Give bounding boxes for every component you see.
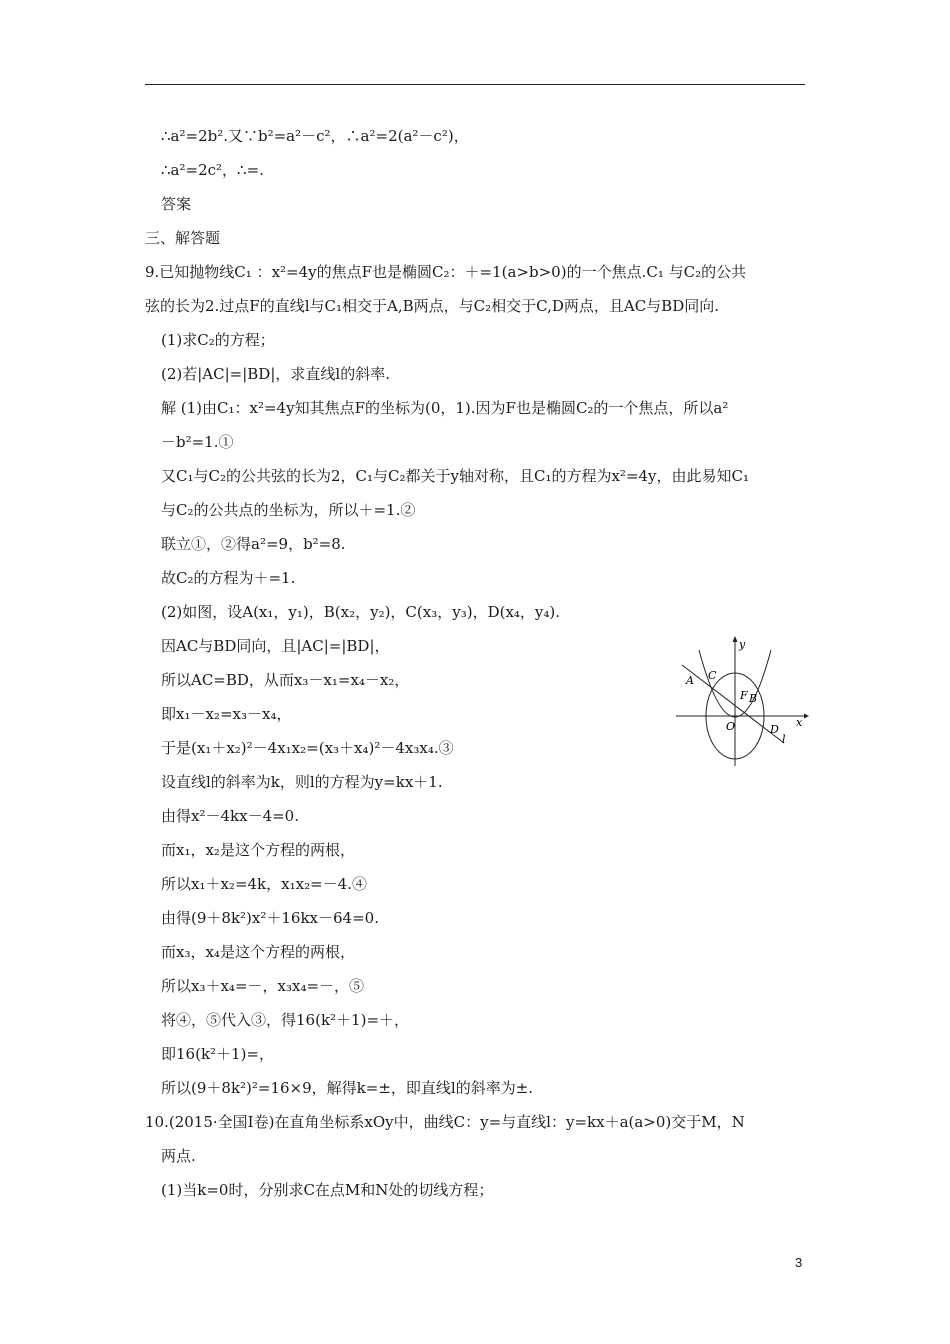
y-axis-arrow (733, 636, 738, 642)
text-line: 与C₂的公共点的坐标为，所以＋=1.② (161, 501, 416, 519)
label-l: l (782, 733, 786, 746)
text-line: (1)当k=0时，分别求C在点M和N处的切线方程； (161, 1181, 494, 1199)
text-line: (2)如图，设A(x₁，y₁)，B(x₂，y₂)，C(x₃，y₃)，D(x₄，y₄). (161, 603, 561, 621)
label-a: A (686, 674, 694, 687)
label-c: C (708, 669, 717, 682)
text-line: 10.(2015·全国Ⅰ卷)在直角坐标系xOy中，曲线C：y=与直线l：y=kx＋a(a>0)交于M，N (145, 1113, 745, 1131)
label-y: y (739, 638, 746, 651)
text-line: 所以x₁＋x₂=4k，x₁x₂=－4.④ (161, 875, 367, 893)
text-line: 联立①，②得a²=9，b²=8. (161, 535, 346, 553)
label-o: O (726, 720, 736, 733)
label-d: D (770, 723, 779, 736)
page-number: 3 (795, 1255, 803, 1270)
text-line: 将④，⑤代入③，得16(k²＋1)=＋， (161, 1011, 410, 1029)
text-line: 由得x²－4kx－4=0. (161, 807, 299, 825)
text-line: 设直线l的斜率为k，则l的方程为y=kx＋1. (161, 773, 443, 791)
text-line: 于是(x₁＋x₂)²－4x₁x₂=(x₃＋x₄)²－4x₃x₄.③ (161, 739, 454, 757)
text-line: (2)若|AC|=|BD|，求直线l的斜率. (161, 365, 390, 383)
text-line: 故C₂的方程为＋=1. (161, 569, 296, 587)
text-line: 所以(9＋8k²)²=16×9，解得k=±，即直线l的斜率为±. (161, 1079, 534, 1097)
text-line: 弦的长为2.过点F的直线l与C₁相交于A,B两点，与C₂相交于C,D两点，且AC与BD同向. (145, 297, 719, 315)
text-line: ∴a²=2c²，∴=. (161, 161, 264, 179)
text-line: 因AC与BD同向，且|AC|=|BD|， (161, 637, 390, 655)
label-b: B (749, 692, 758, 705)
text-line: 而x₃，x₄是这个方程的两根， (161, 943, 355, 961)
text-line: －b²=1.① (161, 433, 234, 451)
text-line: 9.已知抛物线C₁ ：x²=4y的焦点F也是椭圆C₂：＋=1(a>b>0)的一个焦点.C₁ 与C₂的公共 (145, 263, 747, 281)
text-line: 所以x₃＋x₄=－，x₃x₄=－，⑤ (161, 977, 365, 995)
text-line: 又C₁与C₂的公共弦的长为2，C₁与C₂都关于y轴对称，且C₁的方程为x²=4y，由此易知C₁ (161, 467, 750, 485)
text-line: 即16(k²＋1)=， (161, 1045, 275, 1063)
x-axis-arrow (804, 714, 809, 719)
text-line: 由得(9＋8k²)x²＋16kx－64=0. (161, 909, 379, 927)
text-line: 答案 (161, 195, 192, 213)
text-line: ∴a²=2b².又∵b²=a²－c²，∴a²=2(a²－c²)， (161, 127, 469, 145)
label-x: x (796, 716, 803, 729)
text-line: (1)求C₂的方程； (161, 331, 275, 349)
text-line: 两点. (161, 1147, 196, 1165)
label-f: F (740, 689, 748, 702)
text-line: 而x₁，x₂是这个方程的两根， (161, 841, 355, 859)
text-line: 解 (1)由C₁：x²=4y知其焦点F的坐标为(0，1).因为F也是椭圆C₂的一个焦点，所以a² (161, 399, 729, 417)
text-line: 所以AC=BD，从而x₃－x₁=x₄－x₂， (161, 671, 410, 689)
text-line: 即x₁－x₂=x₃－x₄， (161, 705, 292, 723)
text-line: 三、解答题 (145, 229, 221, 247)
parabola-ellipse-figure (672, 632, 812, 770)
